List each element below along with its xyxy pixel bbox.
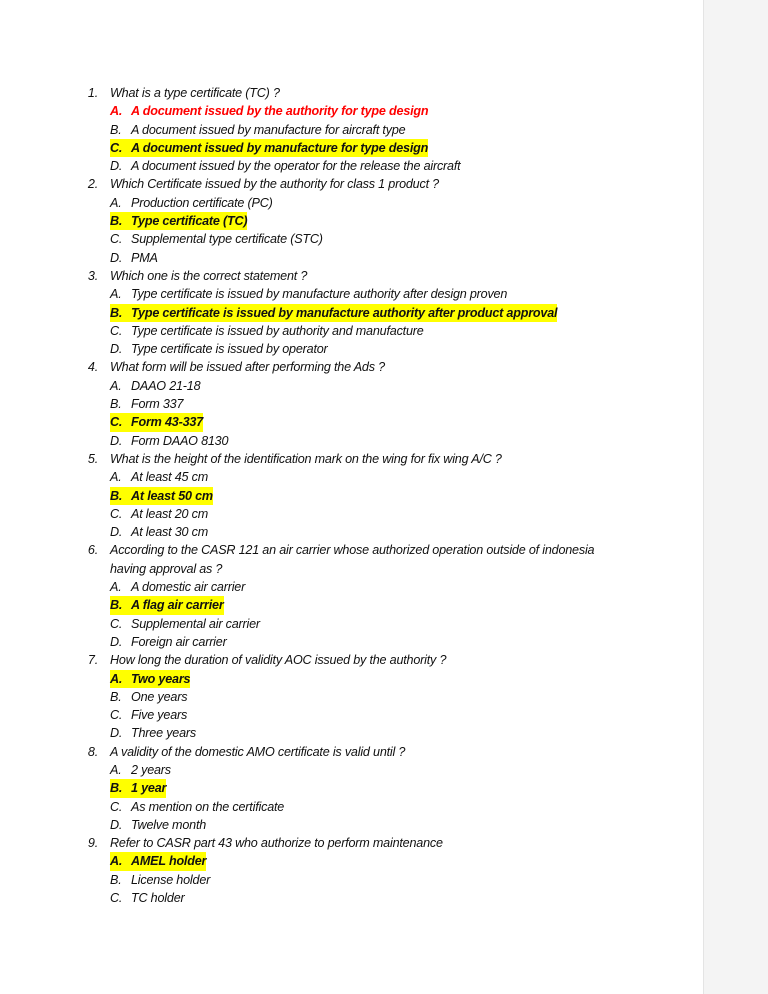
option-text: One years xyxy=(131,689,188,704)
answer-option xyxy=(0,322,703,340)
answer-option xyxy=(0,249,703,267)
answer-option xyxy=(0,395,703,413)
option-letter: D. xyxy=(110,433,123,448)
option-letter: B. xyxy=(110,122,122,137)
answer-choice xyxy=(110,340,328,358)
question-text: What is a type certificate (TC) ? xyxy=(110,86,280,100)
option-text: Type certificate is issued by authority and manufacture xyxy=(131,323,424,338)
question-4 xyxy=(0,358,703,376)
question-text: Which one is the correct statement ? xyxy=(110,268,308,283)
option-text: A document issued by manufacture for type design xyxy=(131,140,429,155)
answer-choice xyxy=(110,688,187,706)
answer-choice xyxy=(110,505,208,523)
option-text: At least 50 cm xyxy=(131,488,213,503)
option-text: Form DAAO 8130 xyxy=(131,433,229,448)
option-text: Type certificate is issued by manufacture authority after design proven xyxy=(131,287,508,302)
question-text-continued: having approval as ? xyxy=(110,561,223,576)
option-letter: C. xyxy=(110,140,123,155)
option-letter: B. xyxy=(110,488,123,503)
answer-choice xyxy=(110,633,227,651)
option-letter: B. xyxy=(110,598,123,613)
option-text: As mention on the certificate xyxy=(131,799,285,814)
answer-choice xyxy=(110,468,208,486)
question-number: 2. xyxy=(87,177,98,192)
option-text: Type certificate is issued by manufacture authority after product approval xyxy=(131,305,558,320)
question-5 xyxy=(0,450,703,468)
answer-option xyxy=(0,340,703,358)
option-letter: A. xyxy=(110,854,123,869)
answer-choice xyxy=(110,377,200,395)
answer-option xyxy=(0,889,703,907)
option-text: Production certificate (PC) xyxy=(131,195,273,210)
answer-option xyxy=(0,724,703,742)
answer-option xyxy=(0,633,703,651)
question-text: What form will be issued after performing the Ads ? xyxy=(110,360,385,375)
answer-choice xyxy=(110,871,210,889)
answer-choice xyxy=(110,889,185,907)
answer-option xyxy=(0,432,703,450)
answer-option xyxy=(0,304,703,322)
option-text: A document issued by manufacture for aircraft type xyxy=(131,122,406,137)
answer-option xyxy=(0,578,703,596)
option-letter: B. xyxy=(110,305,123,320)
option-text: A document issued by the authority for type design xyxy=(131,104,429,119)
option-letter: D. xyxy=(110,159,123,174)
option-letter: A. xyxy=(110,104,123,119)
answer-choice xyxy=(110,395,183,413)
answer-option xyxy=(0,377,703,395)
highlighted-answer xyxy=(110,413,203,431)
answer-option xyxy=(0,487,703,505)
option-letter: D. xyxy=(110,634,123,649)
answer-option xyxy=(0,688,703,706)
question-number: 3. xyxy=(87,268,98,283)
option-letter: A. xyxy=(110,671,123,686)
answer-option xyxy=(0,157,703,175)
highlighted-answer xyxy=(110,304,557,322)
question-text: What is the height of the identification mark on the wing for fix wing A/C ? xyxy=(110,451,502,466)
option-text: Form 337 xyxy=(131,397,184,412)
option-text: Foreign air carrier xyxy=(131,634,227,649)
option-letter: C. xyxy=(110,415,123,430)
answer-option xyxy=(0,816,703,834)
question-7 xyxy=(0,651,703,669)
question-number: 7. xyxy=(87,653,98,668)
answer-choice xyxy=(110,322,424,340)
question-number: 9. xyxy=(87,836,98,851)
answer-option xyxy=(0,230,703,248)
answer-choice xyxy=(110,816,206,834)
question-number: 6. xyxy=(87,543,98,558)
answer-choice xyxy=(110,230,323,248)
option-letter: C. xyxy=(110,232,123,247)
answer-option xyxy=(0,761,703,779)
highlighted-answer xyxy=(110,779,166,797)
option-text: At least 45 cm xyxy=(131,470,208,485)
option-text: PMA xyxy=(131,250,158,265)
option-letter: D. xyxy=(110,817,123,832)
answer-option xyxy=(0,670,703,688)
answer-option xyxy=(0,121,703,139)
option-text: A domestic air carrier xyxy=(131,580,246,595)
option-letter: D. xyxy=(110,342,123,357)
option-text: At least 20 cm xyxy=(131,506,208,521)
question-number: 1. xyxy=(87,86,98,100)
option-text: 1 year xyxy=(131,781,167,796)
option-letter: C. xyxy=(110,616,123,631)
option-letter: D. xyxy=(110,525,123,540)
question-continuation xyxy=(0,560,703,578)
answer-choice xyxy=(110,157,460,175)
option-letter: C. xyxy=(110,708,123,723)
question-3 xyxy=(0,267,703,285)
option-text: A document issued by the operator for the release the aircraft xyxy=(131,159,461,174)
answer-option xyxy=(0,871,703,889)
question-number: 5. xyxy=(87,451,98,466)
option-text: Three years xyxy=(131,726,196,741)
option-letter: B. xyxy=(110,781,123,796)
option-text: Twelve month xyxy=(131,817,207,832)
option-letter: A. xyxy=(110,762,122,777)
answer-option xyxy=(0,468,703,486)
answer-choice xyxy=(110,249,158,267)
answer-option xyxy=(0,596,703,614)
answer-option xyxy=(0,212,703,230)
option-text: Type certificate is issued by operator xyxy=(131,342,328,357)
question-text: A validity of the domestic AMO certificate is valid until ? xyxy=(110,744,406,759)
question-9 xyxy=(0,834,703,852)
highlighted-answer xyxy=(110,852,206,870)
answer-choice xyxy=(110,432,228,450)
option-letter: A. xyxy=(110,470,122,485)
answer-option xyxy=(0,852,703,870)
option-letter: B. xyxy=(110,689,122,704)
answer-option xyxy=(0,779,703,797)
option-text: Supplemental air carrier xyxy=(131,616,260,631)
answer-choice xyxy=(110,615,260,633)
option-letter: D. xyxy=(110,250,123,265)
option-text: Two years xyxy=(131,671,191,686)
answer-option xyxy=(0,413,703,431)
answer-choice xyxy=(110,761,171,779)
highlighted-answer xyxy=(110,487,213,505)
viewer-gutter xyxy=(703,0,768,994)
answer-choice xyxy=(110,798,284,816)
option-letter: C. xyxy=(110,891,123,906)
option-text: License holder xyxy=(131,872,211,887)
question-text: How long the duration of validity AOC issued by the authority ? xyxy=(110,653,447,668)
option-text: Form 43-337 xyxy=(131,415,203,430)
answer-option xyxy=(0,798,703,816)
option-text: Supplemental type certificate (STC) xyxy=(131,232,323,247)
highlighted-answer xyxy=(110,596,224,614)
answer-choice xyxy=(110,724,196,742)
answer-option xyxy=(0,139,703,157)
answer-choice xyxy=(110,706,187,724)
highlighted-answer xyxy=(110,212,247,230)
answer-choice xyxy=(110,121,405,139)
option-letter: B. xyxy=(110,397,122,412)
option-letter: B. xyxy=(110,872,122,887)
option-letter: A. xyxy=(110,580,122,595)
answer-option xyxy=(0,285,703,303)
option-text: Type certificate (TC) xyxy=(131,214,248,229)
red-answer xyxy=(110,102,428,120)
answer-option xyxy=(0,102,703,120)
option-letter: D. xyxy=(110,726,123,741)
answer-option xyxy=(0,505,703,523)
highlighted-answer xyxy=(110,139,428,157)
highlighted-answer xyxy=(110,670,190,688)
option-letter: C. xyxy=(110,323,123,338)
option-letter: A. xyxy=(110,378,122,393)
quiz-list xyxy=(0,84,703,907)
question-number: 4. xyxy=(87,360,98,375)
option-text: TC holder xyxy=(131,891,185,906)
option-letter: C. xyxy=(110,506,123,521)
option-letter: C. xyxy=(110,799,123,814)
question-text: Refer to CASR part 43 who authorize to perform maintenance xyxy=(110,836,443,851)
answer-choice xyxy=(110,194,273,212)
question-8 xyxy=(0,743,703,761)
answer-option xyxy=(0,194,703,212)
question-text: Which Certificate issued by the authority for class 1 product ? xyxy=(110,177,439,192)
option-letter: A. xyxy=(110,195,122,210)
question-6 xyxy=(0,541,703,559)
option-text: Five years xyxy=(131,708,188,723)
option-text: A flag air carrier xyxy=(131,598,224,613)
option-text: 2 years xyxy=(131,762,171,777)
answer-option xyxy=(0,523,703,541)
option-text: DAAO 21-18 xyxy=(131,378,201,393)
question-1 xyxy=(0,84,703,102)
question-text: According to the CASR 121 an air carrier whose authorized operation outside of indonesia xyxy=(110,543,595,558)
answer-option xyxy=(0,615,703,633)
option-text: At least 30 cm xyxy=(131,525,208,540)
answer-choice xyxy=(110,578,245,596)
option-letter: B. xyxy=(110,214,123,229)
answer-choice xyxy=(110,523,208,541)
question-number: 8. xyxy=(87,744,98,759)
option-text: AMEL holder xyxy=(131,854,207,869)
question-2 xyxy=(0,175,703,193)
answer-choice xyxy=(110,285,507,303)
option-letter: A. xyxy=(110,287,122,302)
answer-option xyxy=(0,706,703,724)
